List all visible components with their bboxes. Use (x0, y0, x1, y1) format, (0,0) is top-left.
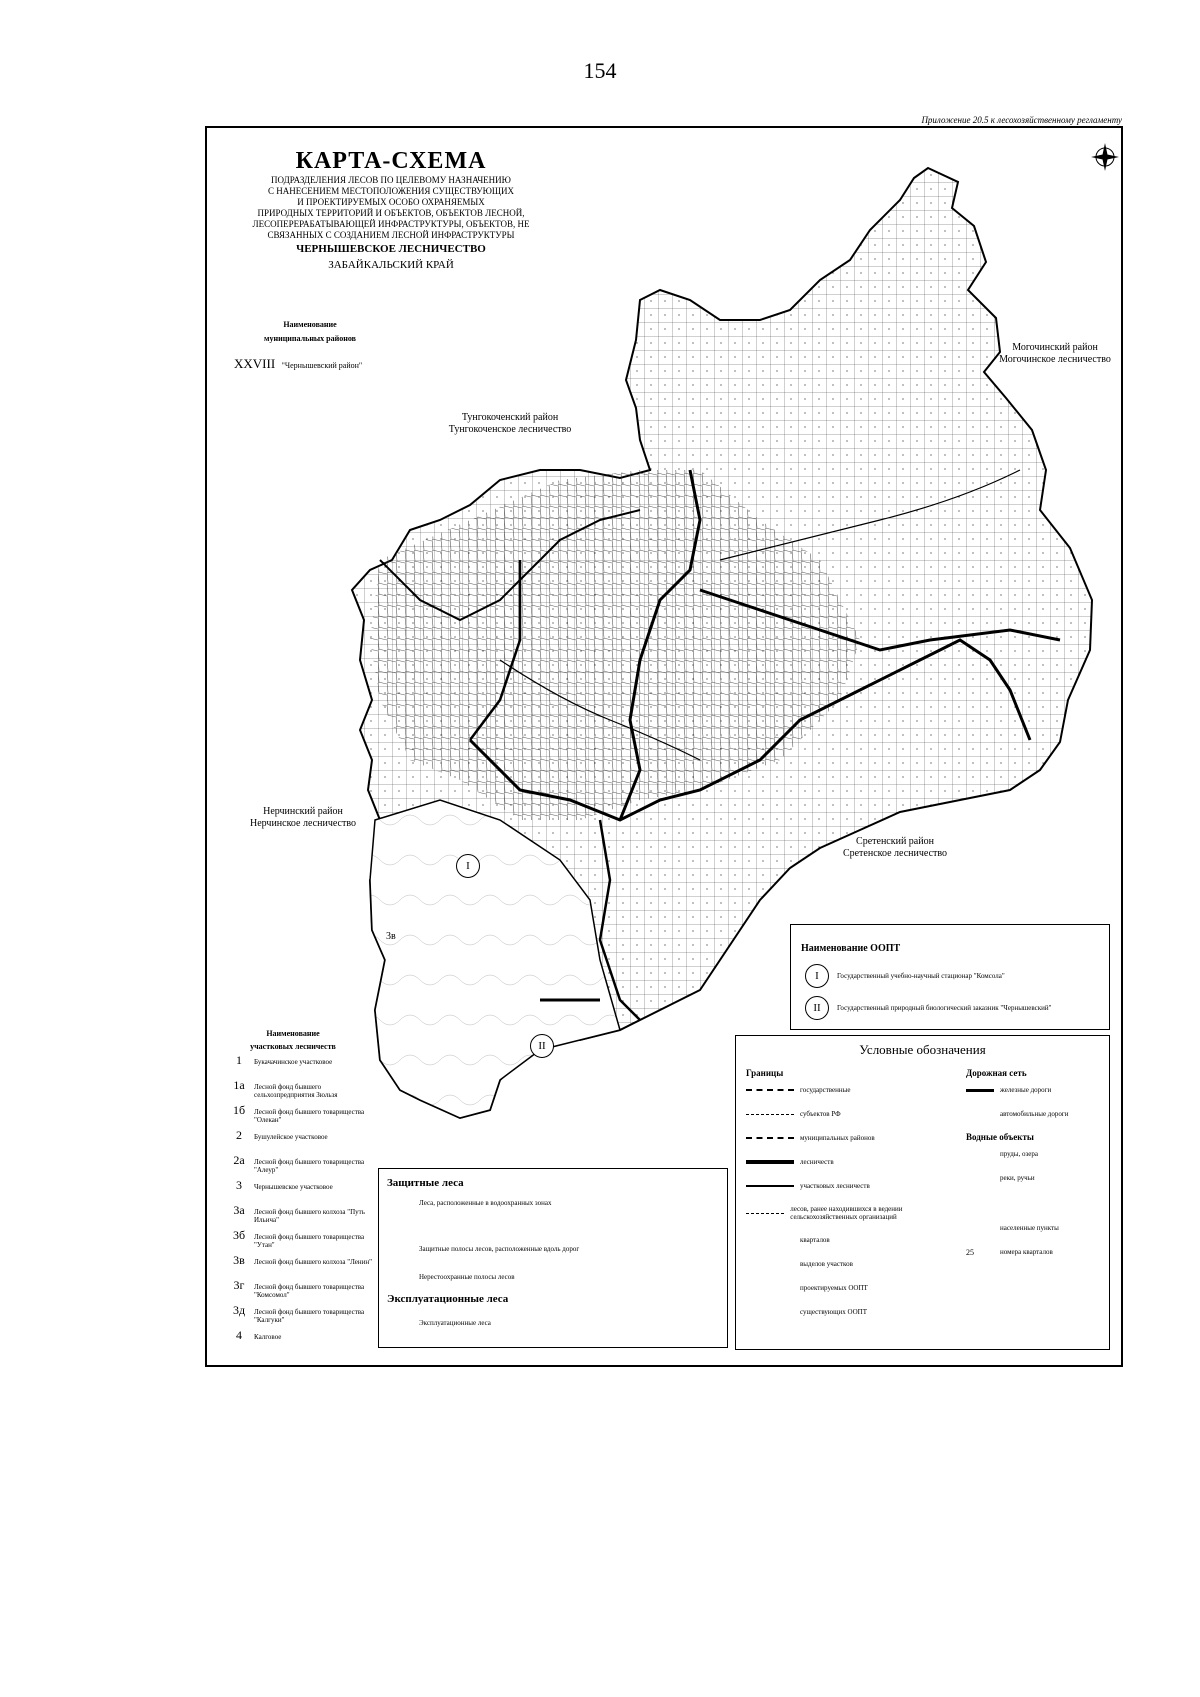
legend-item: муниципальных районов (746, 1126, 966, 1150)
neighbor-north: Тунгокоченский район Тунгокоченское лесничество (448, 412, 572, 435)
oopt-legend-item: I Государственный учебно-научный стационар "Комсола" (805, 964, 1109, 988)
legend-item: железные дороги (966, 1078, 1106, 1102)
list-item: 1а Лесной фонд бывшего сельхозпредприятия Зюльзя (233, 1078, 338, 1099)
legend-item: пруды, озера (1000, 1150, 1038, 1158)
legend-item: автомобильные дороги (1000, 1110, 1069, 1118)
list-item: 2 Бушулейское участковое (236, 1128, 328, 1142)
protective-item: Нерестоохранные полосы лесов (419, 1273, 515, 1281)
legend-item: 25 номера кварталов (966, 1247, 1053, 1257)
legend-borders: Границы государственные субъектов РФ муниципальных районов лесничеств участковых лесничеств лесов, ранее находившихся в ведении сельскохозяйственных организаций кварталов выделов участков проектируемых ООПТ существующих ООПТ (746, 1068, 966, 1324)
protective-item: Леса, расположенные в водоохранных зонах (419, 1199, 552, 1207)
district-legend-heading: Наименование участковых лесничеств (250, 1029, 336, 1051)
legend-item: лесничеств (746, 1150, 966, 1174)
forestry-name: ЧЕРНЫШЕВСКОЕ ЛЕСНИЧЕСТВО (296, 243, 486, 255)
compass-icon (1091, 143, 1119, 171)
oopt-marker-2: II (530, 1034, 554, 1058)
legend-item: субъектов РФ (746, 1102, 966, 1126)
legend-item: участковых лесничеств (746, 1174, 966, 1198)
legend-item: населенные пункты (1000, 1224, 1059, 1232)
legend-item: проектируемых ООПТ (800, 1284, 868, 1292)
list-item: 2а Лесной фонд бывшего товарищества "Алеур" (233, 1153, 365, 1174)
protective-title: Защитные леса (387, 1177, 464, 1189)
page-number: 154 (583, 58, 617, 83)
forest-types-box (378, 1168, 728, 1348)
list-item: 1б Лесной фонд бывшего товарищества "Олекан" (232, 1103, 365, 1124)
list-item: 1 Букачачинское участковое (236, 1053, 333, 1067)
appendix-note: Приложение 20.5 к лесохозяйственному регламенту (921, 115, 1122, 125)
list-item: 3в Лесной фонд бывшего колхоза "Ленин" (233, 1253, 372, 1267)
map-subtitle-2: С НАНЕСЕНИЕМ МЕСТОПОЛОЖЕНИЯ СУЩЕСТВУЮЩИХ (268, 186, 514, 196)
legend-item: выделов участков (800, 1260, 853, 1268)
legend-roads: Дорожная сеть железные дороги автомобильные дороги Водные объекты пруды, озера реки, ручьи населенные пункты 25 номера кварталов (966, 1068, 1106, 1264)
municipal-code: XXVIII (234, 356, 276, 371)
list-item: 3а Лесной фонд бывшего колхоза "Путь Ильича" (233, 1203, 365, 1224)
oopt-legend-item: II Государственный природный биологический заказник "Чернышевский" (805, 996, 1109, 1020)
oopt-code-icon: II (805, 996, 829, 1020)
map-subtitle-4: ПРИРОДНЫХ ТЕРРИТОРИЙ И ОБЪЕКТОВ, ОБЪЕКТОВ ЛЕСНОЙ, (257, 208, 525, 218)
oopt-marker-1: I (456, 854, 480, 878)
municipal-name: "Чернышевский район" (281, 361, 363, 370)
municipal-legend-heading: Наименование муниципальных районов (264, 320, 356, 343)
region-name: ЗАБАЙКАЛЬСКИЙ КРАЙ (328, 259, 454, 271)
legend-item: реки, ручьи (1000, 1174, 1035, 1182)
list-item: 3б Лесной фонд бывшего товарищества "Утан" (232, 1228, 365, 1249)
oopt-legend-title: Наименование ООПТ (801, 943, 901, 954)
map-title: КАРТА-СХЕМА (295, 148, 487, 174)
neighbor-southeast: Сретенский район Сретенское лесничество (842, 836, 948, 859)
list-item: 3д Лесной фонд бывшего товарищества "Калгуки" (232, 1303, 365, 1324)
map-subtitle-1: ПОДРАЗДЕЛЕНИЯ ЛЕСОВ ПО ЦЕЛЕВОМУ НАЗНАЧЕНИЮ (271, 175, 511, 185)
map-subtitle-5: ЛЕСОПЕРЕРАБАТЫВАЮЩЕЙ ИНФРАСТРУКТУРЫ, ОБЪЕКТОВ, НЕ (252, 219, 530, 229)
municipal-legend-item (234, 356, 362, 372)
list-item: 3г Лесной фонд бывшего товарищества "Комсомол" (233, 1278, 365, 1299)
legend-title: Условные обозначения (859, 1042, 986, 1057)
oopt-code-icon: I (805, 964, 829, 988)
district-legend-list (224, 1053, 374, 1356)
neighbor-west: Нерчинский район Нерчинское лесничество (250, 806, 356, 829)
oopt-legend-box (790, 924, 1110, 1030)
legend-item: существующих ООПТ (800, 1308, 867, 1316)
legend-item: государственные (746, 1078, 966, 1102)
legend-box (735, 1035, 1110, 1350)
neighbor-northeast: Могочинский район Могочинское лесничество (999, 342, 1111, 365)
protective-item: Защитные полосы лесов, расположенные вдоль дорог (419, 1245, 580, 1253)
map-subtitle-6: СВЯЗАННЫХ С СОЗДАНИЕМ ЛЕСНОЙ ИНФРАСТРУКТУРЫ (267, 230, 515, 240)
exploitation-title: Эксплуатационные леса (387, 1293, 509, 1305)
map-subtitle-3: И ПРОЕКТИРУЕМЫХ ОСОБО ОХРАНЯЕМЫХ (297, 197, 485, 207)
list-item: 3 Чернышевское участковое (236, 1178, 333, 1192)
legend-item: лесов, ранее находившихся в ведении сельскохозяйственных организаций (746, 1198, 966, 1228)
exploitation-item: Эксплуатационные леса (419, 1319, 491, 1327)
list-item: 4 Калговое (236, 1328, 282, 1342)
map-site-label: 3в (386, 931, 396, 942)
map-title-block (236, 148, 546, 271)
legend-item: кварталов (800, 1236, 830, 1244)
